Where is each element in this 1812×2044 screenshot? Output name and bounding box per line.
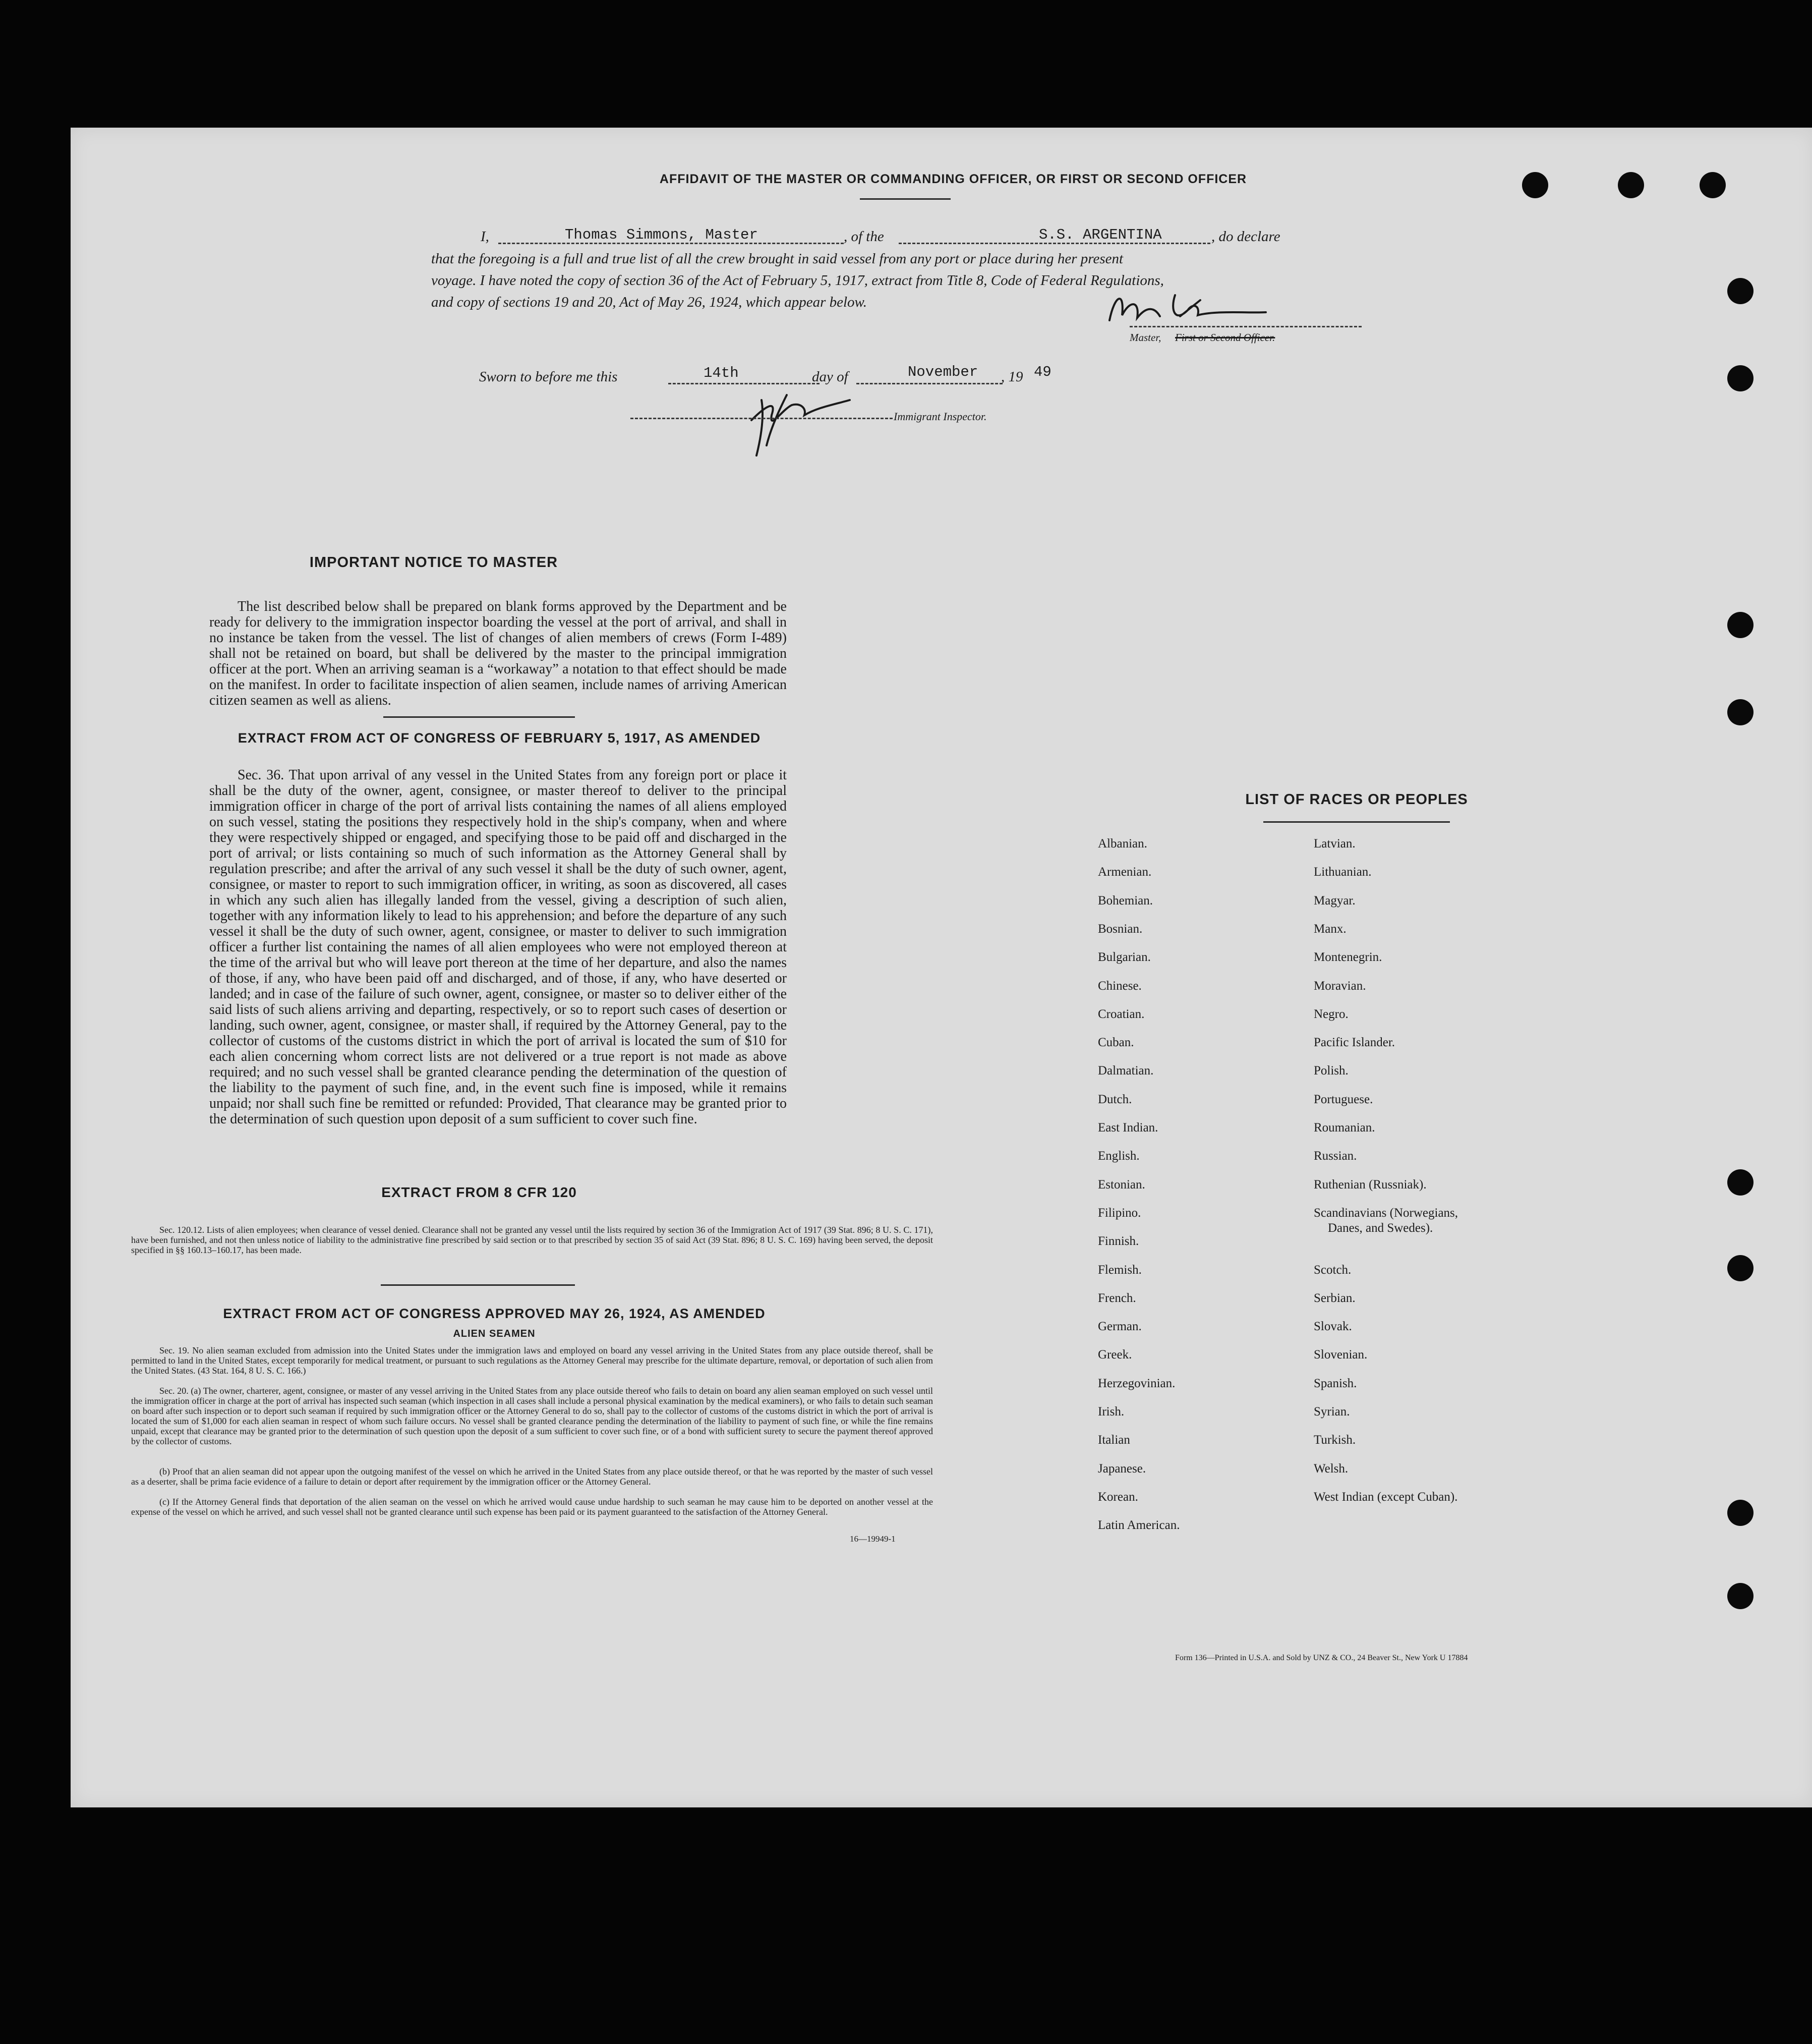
heading-rule	[860, 198, 951, 200]
race-item: Montenegrin.	[1314, 950, 1382, 964]
race-item: Chinese.	[1098, 979, 1142, 993]
races-rule	[1263, 821, 1450, 823]
punch-hole	[1727, 1583, 1753, 1609]
punch-hole	[1618, 172, 1644, 198]
race-item: Dutch.	[1098, 1092, 1132, 1106]
race-item: Albanian.	[1098, 837, 1147, 850]
notice-title: IMPORTANT NOTICE TO MASTER	[309, 554, 558, 571]
race-item: Serbian.	[1314, 1291, 1356, 1305]
race-item: Pacific Islander.	[1314, 1036, 1395, 1050]
race-item: Syrian.	[1314, 1405, 1350, 1418]
race-item: Slovak.	[1314, 1320, 1352, 1334]
extract-1924-subtitle: ALIEN SEAMEN	[453, 1328, 536, 1339]
punch-hole	[1522, 172, 1548, 198]
extract-cfr-body: Sec. 120.12. Lists of alien employees; when clearance of vessel denied. Clearance shall not be granted any vessel until the lists required by section 36 of the Immigration Act of 1917 (39 Stat. 896; 8 U. S. C. 171), have been furnished, and not then unless notice of liability to the administrative fine prescribed by said section or to that prescribed by section 35 of said Act (39 Stat. 896; 8 U. S. C. 169) having been served, the deposit specified in §§ 160.13–160.17, has been made.	[131, 1225, 933, 1255]
race-item: Croatian.	[1098, 1007, 1145, 1021]
race-item: Russian.	[1314, 1149, 1357, 1163]
race-item: Bohemian.	[1098, 893, 1153, 907]
race-item: Polish.	[1314, 1064, 1349, 1078]
document-page	[71, 128, 1812, 1807]
race-item: Manx.	[1314, 922, 1347, 936]
extract-1924-sec20a: Sec. 20. (a) The owner, charterer, agent, consignee, or master of any vessel arriving in the United States from any place outside thereof who fails to detain on board any alien seaman employed on such vessel until the immigration officer in charge at the port of arrival has inspected such seaman (which inspection in all cases shall include a personal physical examination by the medical examiners), or who fails to detain such seaman on board after such inspection or to deport such seaman if required by such immigration officer or the Attorney General to do so, shall pay to the collector of customs of the customs district in which the port of arrival is located the sum of $1,000 for each alien seaman in respect of whom such failure occurs. No vessel shall be granted clearance pending the determination of the liability to payment of such fine, or while the fine remains unpaid, except that clearance may be granted prior to the determination of such question upon the deposit of a sum sufficient to cover such fine, or of a bond with sufficient surety to secure the payment thereof approved by the collector of customs.	[131, 1386, 933, 1446]
notice-rule	[383, 716, 575, 718]
inspector-signature-dotline	[630, 418, 893, 419]
extract-1924-sec20c: (c) If the Attorney General finds that deportation of the alien seaman on the vessel on which he arrived would cause undue hardship to such seaman he may cause him to be deported on another vessel at the expense of the vessel on which he arrived, and such vessel shall not be granted clearance until such expense has been paid or its payment guaranteed to the satisfaction of the Attorney General.	[131, 1497, 933, 1517]
race-item: East Indian.	[1098, 1121, 1158, 1134]
punch-hole	[1727, 278, 1753, 304]
extract-1917-title: EXTRACT FROM ACT OF CONGRESS OF FEBRUARY 5, 1917, AS AMENDED	[238, 730, 761, 746]
race-item: French.	[1098, 1291, 1136, 1305]
punch-hole	[1727, 1169, 1753, 1196]
month-dotline	[856, 383, 1003, 384]
affidavit-i-label: I,	[481, 229, 489, 245]
race-item: Flemish.	[1098, 1263, 1142, 1277]
race-item: Latin American.	[1098, 1518, 1180, 1532]
race-item: German.	[1098, 1320, 1142, 1334]
race-item: Dalmatian.	[1098, 1064, 1154, 1078]
race-item: Irish.	[1098, 1405, 1125, 1418]
race-item: Italian	[1098, 1433, 1130, 1447]
punch-hole	[1727, 1255, 1753, 1281]
race-item: Bosnian.	[1098, 922, 1143, 936]
race-item: Armenian.	[1098, 865, 1152, 879]
race-item: Bulgarian.	[1098, 950, 1151, 964]
race-item: Danes, and Swedes).	[1328, 1221, 1433, 1235]
races-title: LIST OF RACES OR PEOPLES	[1245, 791, 1468, 808]
inspector-label: Immigrant Inspector.	[894, 410, 987, 423]
affidavit-heading: AFFIDAVIT OF THE MASTER OR COMMANDING OFFICER, OR FIRST OR SECOND OFFICER	[659, 172, 1247, 186]
race-item: Estonian.	[1098, 1177, 1145, 1191]
do-declare-label: , do declare	[1211, 229, 1280, 245]
race-item: Magyar.	[1314, 893, 1356, 907]
race-item: Welsh.	[1314, 1461, 1349, 1475]
race-item: Ruthenian (Russniak).	[1314, 1177, 1427, 1191]
race-item: Scotch.	[1314, 1263, 1352, 1277]
inspector-signature	[736, 385, 857, 461]
month-field: November	[908, 364, 978, 380]
race-item: Finnish.	[1098, 1234, 1139, 1248]
race-item: Greek.	[1098, 1348, 1132, 1362]
race-item: Cuban.	[1098, 1036, 1134, 1050]
race-item: Roumanian.	[1314, 1121, 1375, 1134]
day-dotline	[668, 383, 820, 384]
form-code: 16—19949-1	[850, 1534, 896, 1544]
punch-hole	[1727, 612, 1753, 638]
punch-hole	[1727, 365, 1753, 391]
punch-hole	[1700, 172, 1726, 198]
race-item: Portuguese.	[1314, 1092, 1373, 1106]
sworn-label: Sworn to before me this	[479, 369, 618, 385]
of-the-label: , of the	[844, 229, 884, 245]
extract-1924-sec19: Sec. 19. No alien seaman excluded from admission into the United States under the immigration laws and employed on board any vessel arriving in the United States from any place outside thereof, shall be permitted to land in the United States, except temporarily for medical treatment, or pursuant to such regulations as the Attorney General may prescribe for the ultimate departure, removal, or deportation of such alien from the United States. (43 Stat. 164, 8 U. S. C. 166.)	[131, 1345, 933, 1376]
affidavit-line-4: and copy of sections 19 and 20, Act of May 26, 1924, which appear below.	[431, 294, 867, 310]
extract-1917-body: Sec. 36. That upon arrival of any vessel in the United States from any foreign port or place it shall be the duty of the owner, agent, consignee, or master thereof to deliver to the principal immigration officer in charge of the port of arrival lists containing the names of all aliens employed on such vessel, stating the positions they respectively hold in the ship's company, when and where they were respectively shipped or engaged, and specifying those to be paid off and discharged in the port of arrival; or lists containing so much of such information as the Attorney General shall by regulation prescribe; and after the arrival of any such vessel it shall be the duty of such owner, agent, consignee, or master to report to such immigration officer, in writing, as soon as discovered, all cases in which any such alien has illegally landed from the vessel, giving a description of such alien, together with any information likely to lead to his apprehension; and before the departure of any such vessel it shall be the duty of such owner, agent, consignee, or master to deliver to such immigration officer a further list containing the names of all alien employees who were not employed thereon at the time of the arrival but who will leave port thereon at the time of her departure, and also the names of those, if any, who have been paid off and discharged, and of those, if any, who have deserted or landed; and in case of the failure of such owner, agent, consignee, or master so to deliver either of the said lists of such aliens arriving and departing, respectively, or so to report such cases of desertion or landing, such owner, agent, consignee, or master shall, if required by the Attorney General, pay to the collector of customs of the customs district in which the port of arrival is located the sum of $10 for each alien concerning whom correct lists are not delivered or a true report is not made as above required; and no such vessel shall be granted clearance pending the determination of the question of the liability to the payment of such fine, and, in the event such fine is imposed, while it remains unpaid; nor shall such fine be remitted or refunded: Provided, That clearance may be granted prior to the determination of such question upon deposit of a sum sufficient to cover such fine.	[209, 767, 787, 1127]
race-item: Negro.	[1314, 1007, 1349, 1021]
race-item: Slovenian.	[1314, 1348, 1368, 1362]
day-field: 14th	[704, 365, 739, 381]
punch-hole	[1727, 699, 1753, 725]
extract-cfr-title: EXTRACT FROM 8 CFR 120	[381, 1184, 577, 1200]
year-prefix: , 19	[1001, 369, 1023, 385]
race-item: West Indian (except Cuban).	[1314, 1490, 1458, 1504]
cfr-rule	[381, 1284, 575, 1286]
race-item: Moravian.	[1314, 979, 1366, 993]
race-item: Herzegovinian.	[1098, 1376, 1176, 1390]
day-of-label: day of	[812, 369, 848, 385]
race-item: English.	[1098, 1149, 1140, 1163]
vessel-name-field: S.S. ARGENTINA	[1039, 226, 1162, 243]
race-item: Filipino.	[1098, 1206, 1141, 1220]
extract-1924-title: EXTRACT FROM ACT OF CONGRESS APPROVED MAY 26, 1924, AS AMENDED	[223, 1306, 766, 1321]
notice-body: The list described below shall be prepared on blank forms approved by the Department and be ready for delivery to the immigration inspector boarding the vessel at the port of arrival, and shall in no instance be taken from the vessel. The list of changes of alien members of crews (Form I-489) shall not be retained on board, but shall be delivered by the master to the principal immigration officer at the port. When an arriving seaman is a “workaway” a notation to that effect should be made on the manifest. In order to facilitate inspection of alien seamen, include names of arriving American citizen seamen as well as aliens.	[209, 599, 787, 708]
race-item: Lithuanian.	[1314, 865, 1372, 879]
master-title-label: Master,	[1130, 331, 1161, 344]
race-item: Turkish.	[1314, 1433, 1356, 1447]
race-item: Japanese.	[1098, 1461, 1146, 1475]
race-item: Scandinavians (Norwegians,	[1314, 1206, 1458, 1220]
affidavit-line-3: voyage. I have noted the copy of section 36 of the Act of February 5, 1917, extract from Title 8, Code of Federal Regulations,	[431, 272, 1164, 289]
affidavit-line-2: that the foregoing is a full and true list of all the crew brought in said vessel from any port or place during her present	[431, 251, 1124, 267]
year-field: 49	[1034, 364, 1051, 380]
punch-hole	[1727, 1500, 1753, 1526]
race-item: Spanish.	[1314, 1376, 1357, 1390]
master-name-field: Thomas Simmons, Master	[565, 226, 758, 243]
master-signature-dotline	[1130, 326, 1362, 327]
extract-1924-sec20b: (b) Proof that an alien seaman did not appear upon the outgoing manifest of the vessel on which he arrived in the United States from any place outside thereof, or that he was reported by the master of such vessel as a deserter, shall be prima facie evidence of a failure to detain or deport after requirement by the immigration officer or the Attorney General.	[131, 1466, 933, 1487]
race-item: Korean.	[1098, 1490, 1138, 1504]
race-item: Latvian.	[1314, 837, 1356, 850]
officer-title-struck: First or Second Officer.	[1175, 331, 1275, 344]
printer-footer: Form 136—Printed in U.S.A. and Sold by UNZ & CO., 24 Beaver St., New York U 17884	[1175, 1654, 1468, 1662]
